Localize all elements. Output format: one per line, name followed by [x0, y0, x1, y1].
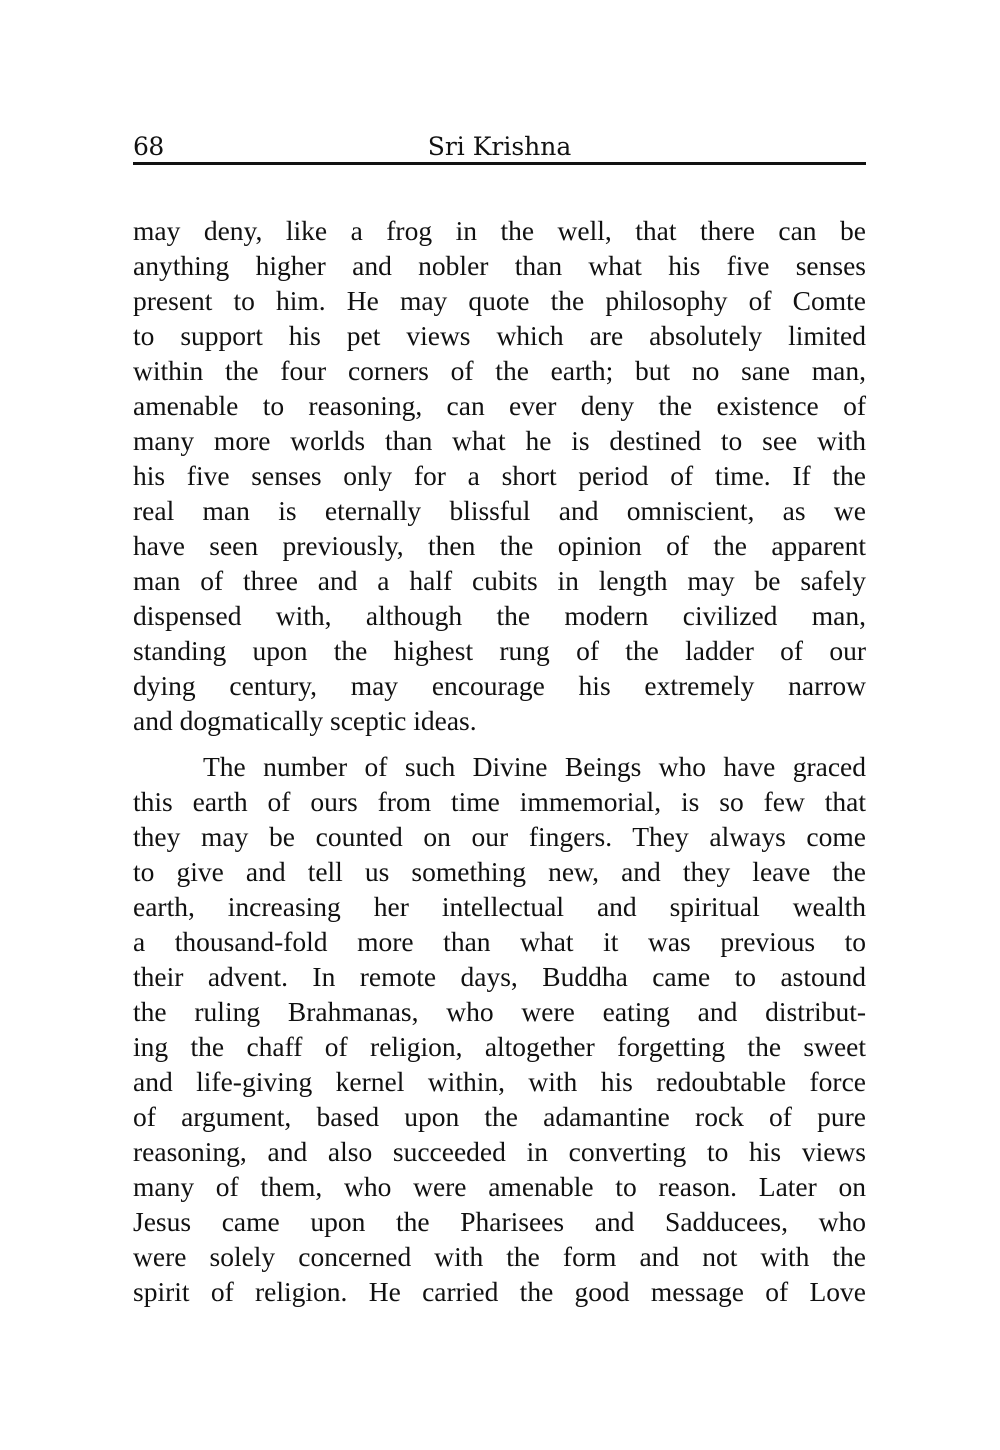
text-line: ing the chaff of religion, altogether forgetting the sweet [133, 1031, 866, 1062]
text-line: dying century, may encourage his extremely narrow [133, 670, 866, 701]
text-line: this earth of ours from time immemorial, is so few that [133, 786, 866, 817]
text-line: dispensed with, although the modern civilized man, [133, 600, 866, 631]
text-line: may deny, like a frog in the well, that there can be [133, 215, 866, 246]
text-line: to give and tell us something new, and they leave the [133, 856, 866, 887]
text-line: standing upon the highest rung of the ladder of our [133, 635, 866, 666]
text-line: were solely concerned with the form and not with the [133, 1241, 866, 1272]
text-line: earth, increasing her intellectual and spiritual wealth [133, 891, 866, 922]
text-line: man of three and a half cubits in length may be safely [133, 565, 866, 596]
text-line: many of them, who were amenable to reason. Later on [133, 1171, 866, 1202]
paragraph [133, 749, 866, 1309]
text-line: and life-giving kernel within, with his redoubtable force [133, 1066, 866, 1097]
text-line: have seen previously, then the opinion of the apparent [133, 530, 866, 561]
body-text [133, 213, 866, 1309]
text-line: they may be counted on our fingers. They always come [133, 821, 866, 852]
text-line: Jesus came upon the Pharisees and Sadducees, who [133, 1206, 866, 1237]
text-line: to support his pet views which are absolutely limited [133, 320, 866, 351]
text-line: The number of such Divine Beings who have graced [203, 751, 866, 782]
running-header [133, 128, 866, 162]
text-line: amenable to reasoning, can ever deny the existence of [133, 390, 866, 421]
text-line: of argument, based upon the adamantine rock of pure [133, 1101, 866, 1132]
text-line: present to him. He may quote the philosophy of Comte [133, 285, 866, 316]
text-line: anything higher and nobler than what his five senses [133, 250, 866, 281]
page-number: 68 [133, 132, 164, 161]
text-line: spirit of religion. He carried the good message of Love [133, 1276, 866, 1307]
text-line: their advent. In remote days, Buddha came to astound [133, 961, 866, 992]
text-line: and dogmatically sceptic ideas. [133, 705, 477, 736]
text-line: his five senses only for a short period of time. If the [133, 460, 866, 491]
text-line: many more worlds than what he is destined to see with [133, 425, 866, 456]
text-line: reasoning, and also succeeded in converting to his views [133, 1136, 866, 1167]
text-line: real man is eternally blissful and omniscient, as we [133, 495, 866, 526]
text-line: a thousand-fold more than what it was previous to [133, 926, 866, 957]
header-rule [133, 162, 866, 165]
running-title: Sri Krishna [427, 132, 572, 161]
text-line: the ruling Brahmanas, who were eating and distribut- [133, 996, 866, 1027]
paragraph [133, 213, 866, 738]
text-line: within the four corners of the earth; but no sane man, [133, 355, 866, 386]
